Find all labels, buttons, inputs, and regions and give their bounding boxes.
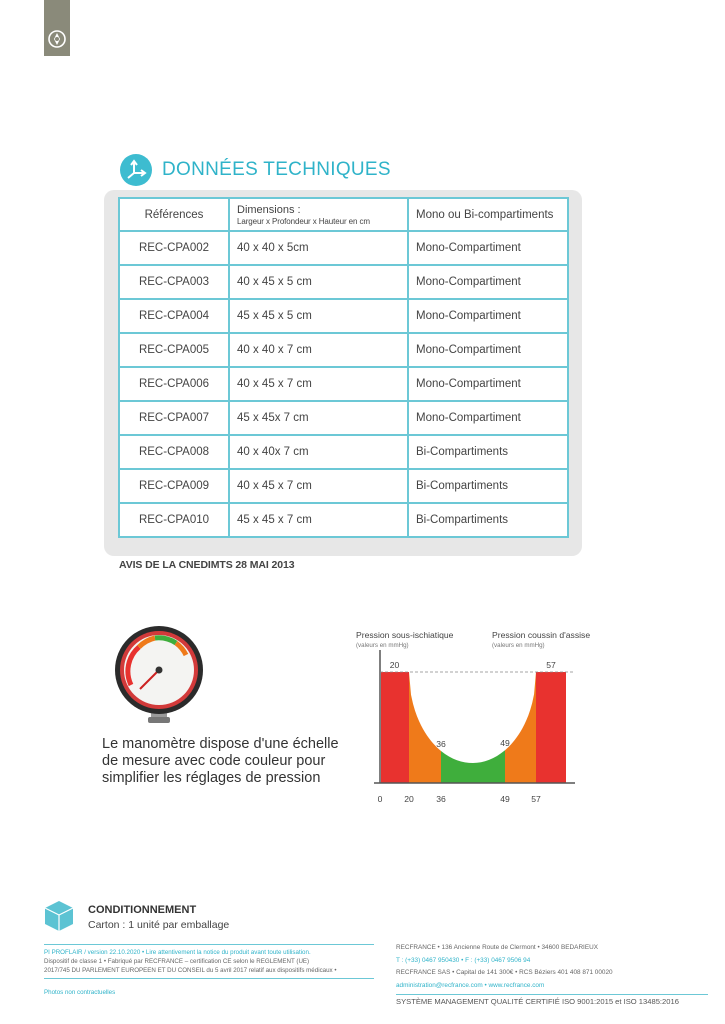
footer-legal-line-1: PI PROFLAIR / version 22.10.2020 • Lire attentivement la notice du produit avant toute utilisation.	[44, 949, 311, 956]
chart-data-label: 36	[436, 739, 446, 750]
manometer-caption: Le manomètre dispose d'une échelle de mesure avec code couleur pour simplifier les réglages de pression	[102, 736, 339, 786]
chart-segment-green	[441, 750, 505, 783]
cnedimts-notice: AVIS DE LA CNEDIMTS 28 MAI 2013	[119, 559, 295, 571]
chart-x-tick-label: 20	[404, 794, 414, 804]
header-dimensions-subtitle: Largeur x Profondeur x Hauteur en cm	[237, 216, 370, 226]
chart-x-tick-label: 0	[377, 794, 383, 804]
cell-compartments: Bi-Compartiments	[409, 470, 569, 504]
chart-x-tick-label: 57	[531, 794, 541, 804]
cell-dimensions: 40 x 40 x 5cm	[230, 232, 409, 266]
table-row	[118, 368, 569, 402]
chart-x-tick-label: 49	[500, 794, 510, 804]
table-row	[118, 436, 569, 470]
cell-dimensions: 45 x 45x 7 cm	[230, 402, 409, 436]
cell-compartments: Mono-Compartiment	[409, 300, 569, 334]
cell-reference: REC-CPA007	[118, 402, 230, 436]
table-row	[118, 232, 569, 266]
section-header	[120, 154, 391, 186]
chart-subtitle-right: (valeurs en mmHg)	[492, 642, 545, 649]
cell-dimensions: 40 x 45 x 7 cm	[230, 368, 409, 402]
chart-segment-orange	[409, 672, 441, 783]
brand-emblem-icon	[47, 28, 67, 50]
box-icon	[44, 900, 74, 932]
chart-title-left: Pression sous-ischiatique	[356, 630, 454, 640]
footer-legal	[44, 944, 374, 996]
chart-segment-red	[381, 672, 409, 783]
brand-logo-tab	[44, 0, 70, 56]
cell-compartments: Mono-Compartiment	[409, 266, 569, 300]
footer-contact	[396, 942, 708, 1006]
iso-certification: SYSTÈME MANAGEMENT QUALITÉ CERTIFIÉ ISO 9001:2015 et ISO 13485:2016	[396, 997, 679, 1006]
table-row	[118, 470, 569, 504]
chart-data-label: 57	[546, 660, 556, 670]
pressure-chart	[350, 628, 720, 808]
measuring-arrows-icon	[120, 154, 152, 186]
cell-dimensions: 40 x 45 x 7 cm	[230, 470, 409, 504]
cell-reference: REC-CPA006	[118, 368, 230, 402]
pressure-chart-svg	[350, 628, 720, 808]
cell-reference: REC-CPA002	[118, 232, 230, 266]
footer-legal-text	[44, 945, 374, 978]
table-header-row	[118, 197, 569, 232]
chart-subtitle-left: (valeurs en mmHg)	[356, 642, 409, 649]
cell-reference: REC-CPA010	[118, 504, 230, 538]
cell-dimensions: 40 x 40 x 7 cm	[230, 334, 409, 368]
technical-data-table	[118, 197, 569, 538]
company-address: RECFRANCE • 136 Ancienne Route de Clermont • 34600 BEDARIEUX	[396, 944, 598, 951]
cell-reference: REC-CPA009	[118, 470, 230, 504]
chart-data-label: 20	[389, 660, 400, 670]
cell-compartments: Mono-Compartiment	[409, 334, 569, 368]
company-legal: RECFRANCE SAS • Capital de 141 300€ • RCS Béziers 401 408 871 00020	[396, 969, 613, 976]
cell-compartments: Bi-Compartiments	[409, 436, 569, 470]
cell-reference: REC-CPA003	[118, 266, 230, 300]
packaging-title: CONDITIONNEMENT	[88, 904, 197, 916]
footer-legal-line-3: 2017/745 DU PARLEMENT EUROPEEN ET DU CONSEIL du 5 avril 2017 relatif aux dispositifs médicaux •	[44, 967, 337, 974]
manometer-image	[110, 625, 208, 725]
header-references: Références	[118, 197, 230, 232]
packaging-text: Carton : 1 unité par emballage	[88, 919, 230, 931]
table-row	[118, 504, 569, 538]
chart-segment-orange	[505, 672, 536, 783]
company-email-link[interactable]: administration@recfrance.com • www.recfrance.com	[396, 981, 545, 989]
cell-reference: REC-CPA004	[118, 300, 230, 334]
chart-data-label: 49	[500, 738, 510, 749]
table-row	[118, 300, 569, 334]
cell-compartments: Mono-Compartiment	[409, 368, 569, 402]
table-row	[118, 266, 569, 300]
cell-compartments: Bi-Compartiments	[409, 504, 569, 538]
header-dimensions-title: Dimensions :	[237, 203, 301, 216]
photos-disclaimer: Photos non contractuelles	[44, 989, 116, 996]
cell-compartments: Mono-Compartiment	[409, 402, 569, 436]
header-compartments: Mono ou Bi-compartiments	[409, 197, 569, 232]
company-phone: T : (+33) 0467 950430 • F : (+33) 0467 9506 94	[396, 956, 531, 964]
cell-compartments: Mono-Compartiment	[409, 232, 569, 266]
packaging-block	[44, 900, 229, 932]
section-title: DONNÉES TECHNIQUES	[162, 159, 391, 180]
table-row	[118, 402, 569, 436]
cell-reference: REC-CPA008	[118, 436, 230, 470]
cell-dimensions: 40 x 40x 7 cm	[230, 436, 409, 470]
cell-dimensions: 40 x 45 x 5 cm	[230, 266, 409, 300]
table-row	[118, 334, 569, 368]
header-dimensions	[230, 197, 409, 232]
cell-dimensions: 45 x 45 x 5 cm	[230, 300, 409, 334]
chart-segment-red	[536, 672, 566, 783]
chart-x-tick-label: 36	[436, 794, 446, 804]
footer-legal-line-2: Dispositif de classe 1 • Fabriqué par RECFRANCE – certification CE selon le REGLEMENT (UE)	[44, 958, 310, 965]
chart-title-right: Pression coussin d'assise	[492, 630, 591, 640]
manometer-gauge-icon	[110, 625, 208, 725]
cell-reference: REC-CPA005	[118, 334, 230, 368]
cell-dimensions: 45 x 45 x 7 cm	[230, 504, 409, 538]
